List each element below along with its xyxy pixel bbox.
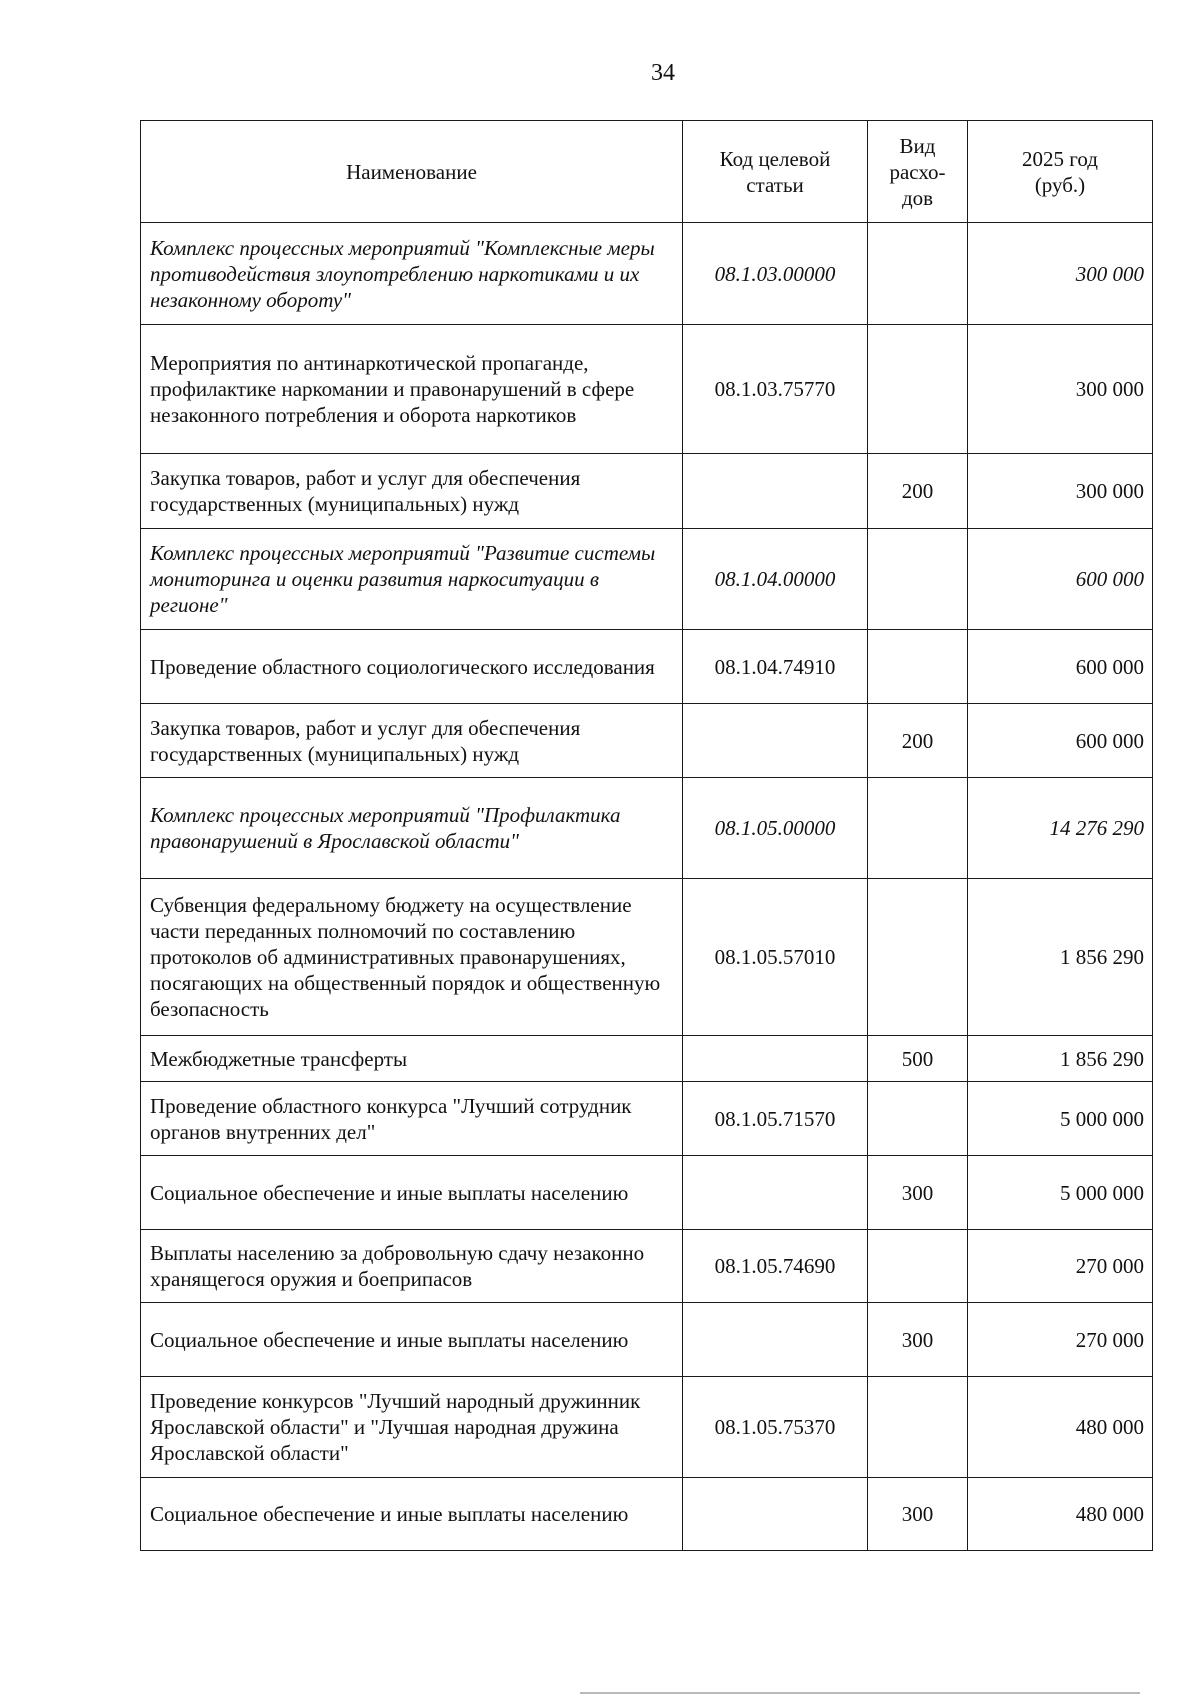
row-name-cell: Закупка товаров, работ и услуг для обеспечения государственных (муниципальных) нужд: [141, 454, 683, 529]
row-target-code-cell: 08.1.03.75770: [683, 325, 868, 454]
row-amount-cell: 300 000: [968, 325, 1153, 454]
row-expense-type-cell: 300: [868, 1156, 968, 1230]
row-expense-type-cell: 500: [868, 1036, 968, 1082]
row-target-code-cell: 08.1.05.00000: [683, 778, 868, 879]
header-name: Наименование: [141, 121, 683, 223]
row-amount-cell: 600 000: [968, 704, 1153, 778]
row-expense-type-cell: 200: [868, 454, 968, 529]
row-name-cell: Проведение областного социологического исследования: [141, 630, 683, 704]
row-target-code-cell: [683, 1156, 868, 1230]
row-expense-type-cell: [868, 1230, 968, 1303]
row-target-code-cell: [683, 454, 868, 529]
table-row: [141, 1478, 1153, 1551]
table-row: [141, 529, 1153, 630]
table-row: [141, 1082, 1153, 1156]
row-amount-cell: 480 000: [968, 1478, 1153, 1551]
row-name-cell: Комплекс процессных мероприятий "Развитие системы мониторинга и оценки развития наркоситуации в регионе": [141, 529, 683, 630]
row-amount-cell: 480 000: [968, 1377, 1153, 1478]
header-expense-type: Вид расхо-дов: [868, 121, 968, 223]
table-row: [141, 1303, 1153, 1377]
table-row: [141, 454, 1153, 529]
row-expense-type-cell: [868, 529, 968, 630]
row-expense-type-cell: 300: [868, 1303, 968, 1377]
row-amount-cell: 1 856 290: [968, 879, 1153, 1036]
row-target-code-cell: 08.1.05.71570: [683, 1082, 868, 1156]
row-amount-cell: 600 000: [968, 529, 1153, 630]
row-name-cell: Социальное обеспечение и иные выплаты населению: [141, 1156, 683, 1230]
table-row: [141, 1036, 1153, 1082]
table-row: [141, 778, 1153, 879]
row-amount-cell: 14 276 290: [968, 778, 1153, 879]
page-number: 34: [651, 60, 675, 86]
row-name-cell: Комплекс процессных мероприятий "Комплексные меры противодействия злоупотреблению наркотиками и их незаконному обороту": [141, 223, 683, 325]
row-name-cell: Закупка товаров, работ и услуг для обеспечения государственных (муниципальных) нужд: [141, 704, 683, 778]
row-expense-type-cell: [868, 879, 968, 1036]
row-amount-cell: 1 856 290: [968, 1036, 1153, 1082]
row-amount-cell: 5 000 000: [968, 1082, 1153, 1156]
scan-edge-line: [580, 1692, 1140, 1694]
table-row: [141, 1377, 1153, 1478]
row-amount-cell: 600 000: [968, 630, 1153, 704]
row-target-code-cell: 08.1.05.57010: [683, 879, 868, 1036]
row-expense-type-cell: [868, 1377, 968, 1478]
row-amount-cell: 270 000: [968, 1303, 1153, 1377]
row-expense-type-cell: [868, 778, 968, 879]
table-header-row: [141, 121, 1153, 223]
row-expense-type-cell: [868, 325, 968, 454]
row-target-code-cell: 08.1.05.75370: [683, 1377, 868, 1478]
row-expense-type-cell: [868, 223, 968, 325]
row-amount-cell: 300 000: [968, 223, 1153, 325]
table-row: [141, 1156, 1153, 1230]
row-expense-type-cell: [868, 1082, 968, 1156]
budget-table: [140, 120, 1153, 1551]
table-row: [141, 325, 1153, 454]
row-target-code-cell: 08.1.04.74910: [683, 630, 868, 704]
row-name-cell: Проведение областного конкурса "Лучший сотрудник органов внутренних дел": [141, 1082, 683, 1156]
row-target-code-cell: 08.1.05.74690: [683, 1230, 868, 1303]
row-name-cell: Комплекс процессных мероприятий "Профилактика правонарушений в Ярославской области": [141, 778, 683, 879]
table-body: [141, 223, 1153, 1551]
table-row: [141, 879, 1153, 1036]
row-target-code-cell: [683, 1036, 868, 1082]
row-amount-cell: 5 000 000: [968, 1156, 1153, 1230]
table-row: [141, 630, 1153, 704]
row-target-code-cell: [683, 704, 868, 778]
row-name-cell: Субвенция федеральному бюджету на осуществление части переданных полномочий по составлению протоколов об административных правонарушениях, посягающих на общественный порядок и общественную безопасность: [141, 879, 683, 1036]
table-row: [141, 223, 1153, 325]
row-name-cell: Мероприятия по антинаркотической пропаганде, профилактике наркомании и правонарушений в сфере незаконного потребления и оборота наркотиков: [141, 325, 683, 454]
table-row: [141, 1230, 1153, 1303]
table-row: [141, 704, 1153, 778]
row-expense-type-cell: 200: [868, 704, 968, 778]
row-name-cell: Социальное обеспечение и иные выплаты населению: [141, 1303, 683, 1377]
header-target-code: Код целевой статьи: [683, 121, 868, 223]
row-name-cell: Выплаты населению за добровольную сдачу незаконно хранящегося оружия и боеприпасов: [141, 1230, 683, 1303]
header-amount-2025: 2025 год (руб.): [968, 121, 1153, 223]
row-name-cell: Проведение конкурсов "Лучший народный дружинник Ярославской области" и "Лучшая народная дружина Ярославской области": [141, 1377, 683, 1478]
row-name-cell: Социальное обеспечение и иные выплаты населению: [141, 1478, 683, 1551]
row-name-cell: Межбюджетные трансферты: [141, 1036, 683, 1082]
row-target-code-cell: 08.1.04.00000: [683, 529, 868, 630]
row-expense-type-cell: [868, 630, 968, 704]
row-amount-cell: 270 000: [968, 1230, 1153, 1303]
row-amount-cell: 300 000: [968, 454, 1153, 529]
row-target-code-cell: 08.1.03.00000: [683, 223, 868, 325]
row-target-code-cell: [683, 1303, 868, 1377]
row-target-code-cell: [683, 1478, 868, 1551]
row-expense-type-cell: 300: [868, 1478, 968, 1551]
